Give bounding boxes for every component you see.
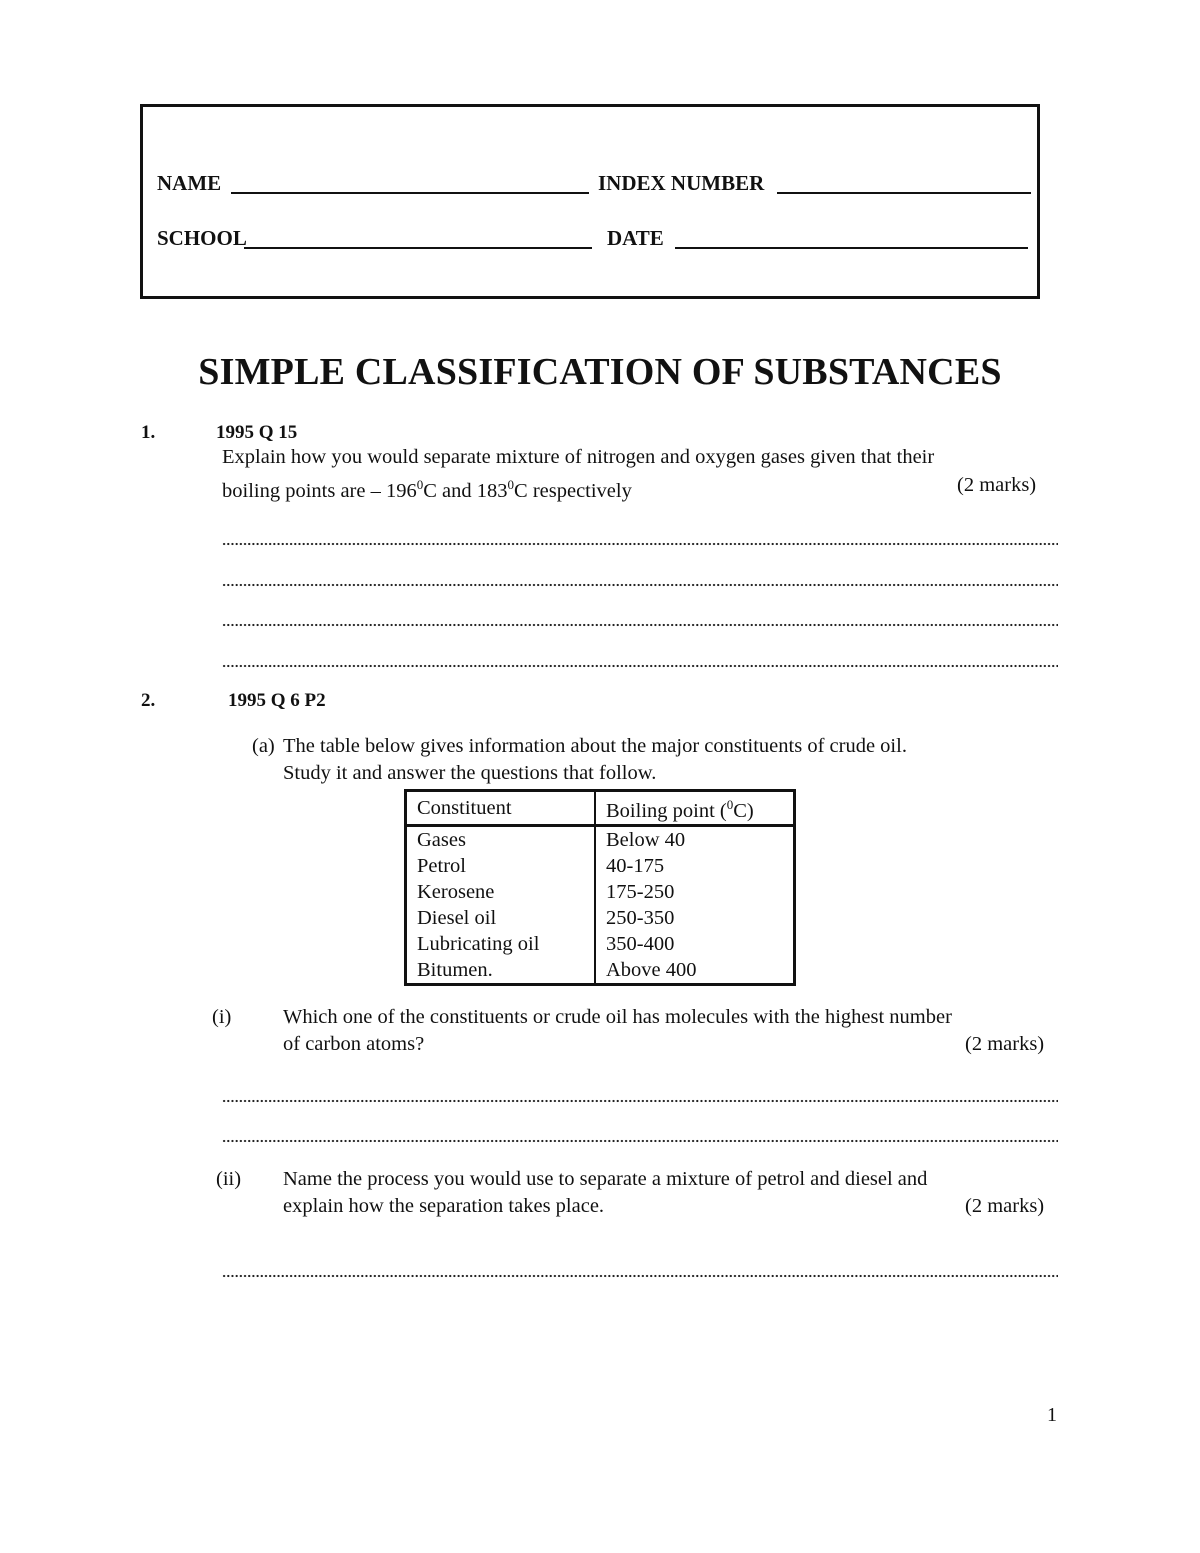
answer-line[interactable] bbox=[222, 664, 1058, 668]
table-header-row bbox=[406, 791, 795, 826]
boiling-point-cell: 40-175 bbox=[606, 854, 665, 877]
constituent-cell: Lubricating oil bbox=[406, 931, 596, 957]
table-row bbox=[406, 879, 795, 905]
answer-line[interactable] bbox=[222, 542, 1058, 546]
q1-line2: boiling points are – $196^0C$ and $183^0C$ respectively bbox=[222, 477, 632, 502]
page-title: SIMPLE CLASSIFICATION OF SUBSTANCES bbox=[198, 351, 1002, 393]
boiling-point-cell: Below 40 bbox=[606, 828, 686, 851]
table-row bbox=[406, 825, 795, 853]
table-row bbox=[406, 853, 795, 879]
q2-part-a-line2: Study it and answer the questions that follow. bbox=[283, 762, 657, 784]
page-number: 1 bbox=[1047, 1404, 1057, 1426]
constituent-cell: Bitumen. bbox=[406, 957, 596, 985]
answer-line[interactable] bbox=[222, 1274, 1058, 1278]
q2-ii-line2: explain how the separation takes place. bbox=[283, 1195, 605, 1217]
name-label: NAME bbox=[157, 171, 222, 195]
degree-superscript: 0 bbox=[507, 477, 515, 492]
q2-ii-line1: Name the process you would use to separate a mixture of petrol and diesel and bbox=[283, 1168, 928, 1190]
boiling-point-cell: 250-350 bbox=[606, 906, 675, 929]
index-number-label: INDEX NUMBER bbox=[598, 171, 765, 195]
answer-line[interactable] bbox=[222, 583, 1058, 587]
q2-part-a-label: (a) bbox=[252, 735, 275, 757]
answer-line[interactable] bbox=[222, 1139, 1058, 1143]
column-header-constituent: Constituent bbox=[406, 791, 596, 826]
constituent-cell: Petrol bbox=[406, 853, 596, 879]
crude-oil-table bbox=[404, 789, 796, 986]
answer-line[interactable] bbox=[222, 1099, 1058, 1103]
q2-i-marks: (2 marks) bbox=[965, 1033, 1045, 1055]
q2-ii-label: (ii) bbox=[216, 1168, 242, 1190]
q2-number: 2. bbox=[141, 690, 156, 711]
q2-reference: 1995 Q 6 P2 bbox=[228, 690, 326, 711]
table-row bbox=[406, 957, 795, 985]
q2-i-label: (i) bbox=[212, 1006, 232, 1028]
table-row bbox=[406, 905, 795, 931]
boiling-point-cell: 175-250 bbox=[606, 880, 675, 903]
student-info-box bbox=[140, 104, 1040, 299]
q1-line1: Explain how you would separate mixture of nitrogen and oxygen gases given that their bbox=[222, 446, 935, 468]
q1-reference: 1995 Q 15 bbox=[216, 422, 298, 443]
constituent-cell: Kerosene bbox=[406, 879, 596, 905]
q2-i-line1: Which one of the constituents or crude oil has molecules with the highest number bbox=[283, 1006, 952, 1028]
degree-superscript: 0 bbox=[416, 477, 424, 492]
q1-marks: (2 marks) bbox=[957, 474, 1037, 496]
q2-part-a-line1: The table below gives information about the major constituents of crude oil. bbox=[283, 735, 907, 757]
school-field[interactable] bbox=[244, 247, 592, 249]
constituent-cell: Gases bbox=[406, 825, 596, 853]
date-label: DATE bbox=[607, 226, 664, 250]
q2-i-line2: of carbon atoms? bbox=[283, 1033, 425, 1055]
index-number-field[interactable] bbox=[777, 192, 1031, 194]
boiling-point-cell: Above 400 bbox=[606, 958, 697, 981]
q2-ii-marks: (2 marks) bbox=[965, 1195, 1045, 1217]
boiling-point-cell: 350-400 bbox=[606, 932, 675, 955]
answer-line[interactable] bbox=[222, 623, 1058, 627]
name-field[interactable] bbox=[231, 192, 589, 194]
date-field[interactable] bbox=[675, 247, 1028, 249]
school-label: SCHOOL bbox=[157, 226, 247, 250]
constituent-cell: Diesel oil bbox=[406, 905, 596, 931]
column-header-boiling-point: Boiling point ($^0$C) bbox=[595, 791, 795, 826]
q1-number: 1. bbox=[141, 422, 156, 443]
table-row bbox=[406, 931, 795, 957]
